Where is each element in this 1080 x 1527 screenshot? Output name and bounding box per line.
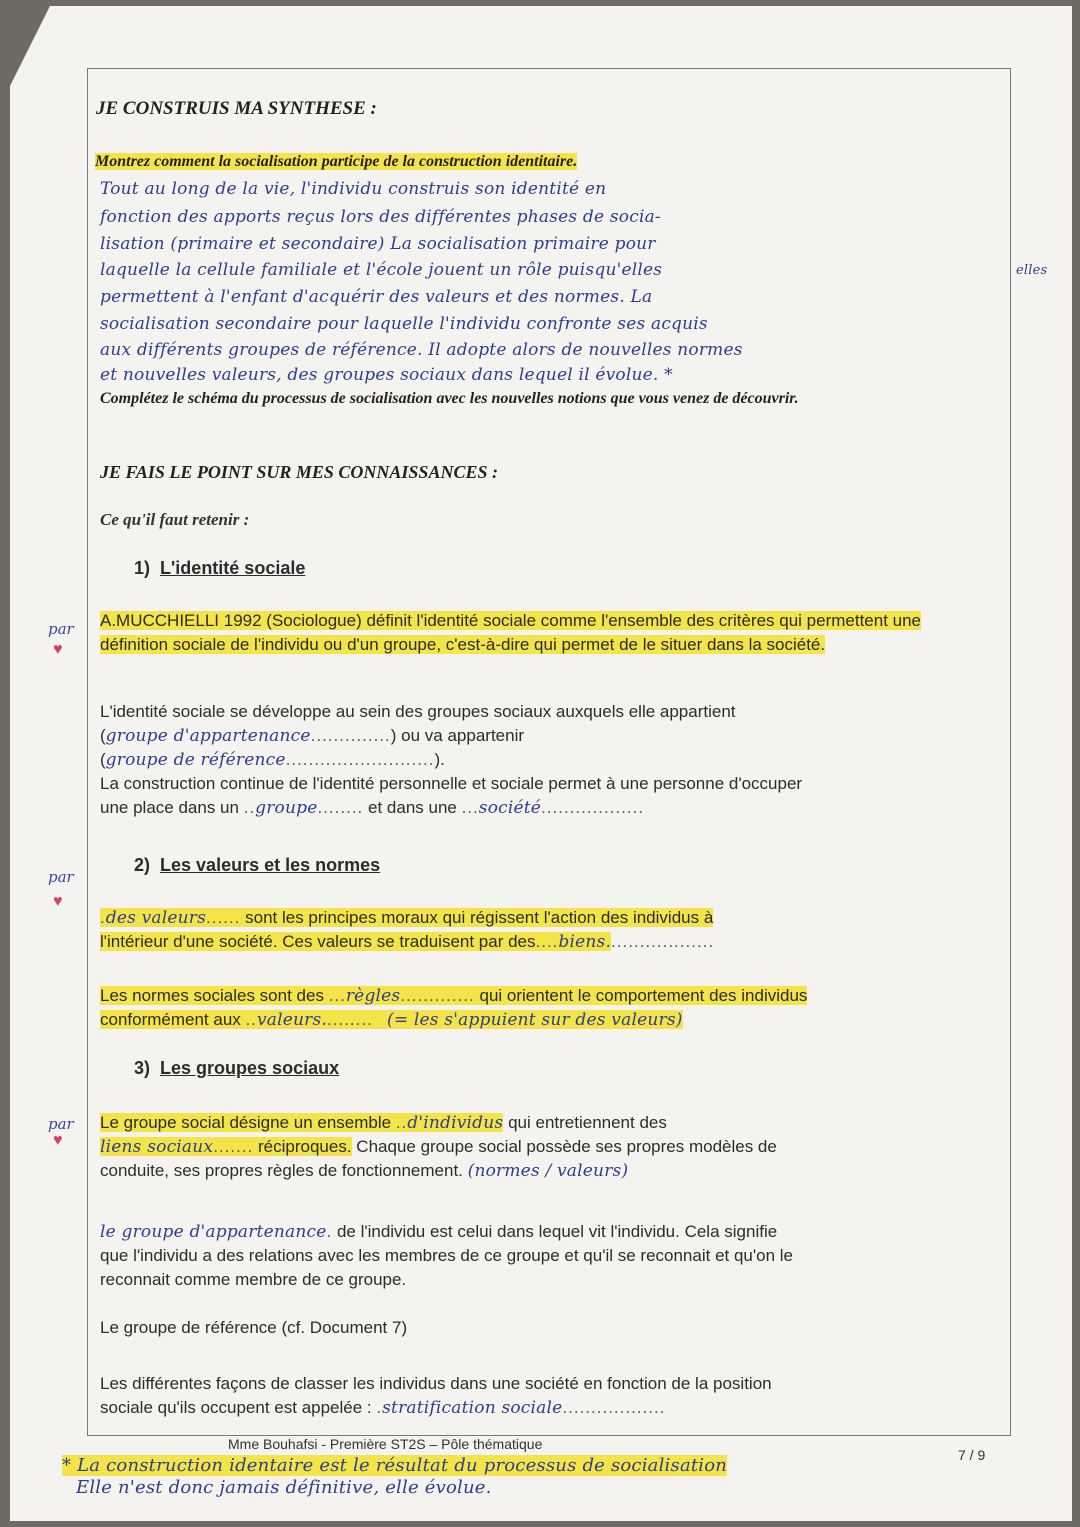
answer-line: permettent à l'enfant d'acquérir des valeurs et des normes. La	[100, 287, 653, 307]
section-1-heading: 1) L'identité sociale	[134, 558, 306, 578]
synthese-instruction: Complétez le schéma du processus de socialisation avec les nouvelles notions que vous venez de découvrir.	[100, 390, 799, 407]
section-2-norms: Les normes sociales sont des ...règles............. qui orientent le comportement des individus conformément aux ..valeurs......... (= les s'appuient sur des valeurs)	[100, 986, 808, 1030]
margin-par-2: par	[48, 868, 74, 886]
heart-icon: ♥	[53, 893, 63, 910]
section-3-reference: Le groupe de référence (cf. Document 7)	[100, 1318, 408, 1337]
answer-line: socialisation secondaire pour laquelle l'individu confronte ses acquis	[100, 314, 708, 334]
answer-line: lisation (primaire et secondaire) La socialisation primaire pour	[100, 234, 656, 254]
margin-par-1: par	[48, 620, 74, 638]
answer-line: laquelle la cellule familiale et l'école jouent un rôle puisqu'elles	[100, 260, 663, 280]
section-3-appartenance: le groupe d'appartenance. de l'individu est celui dans lequel vit l'individu. Cela signifie que l'individu a des relations avec les membres de ce groupe et qu'il se reconnait et qu'on le reconnait comme membre de ce groupe.	[100, 1222, 793, 1289]
section-1-groups: L'identité sociale se développe au sein des groupes sociaux auxquels elle appartient (groupe d'appartenance..............) ou va appartenir (groupe de référence..........................). La construction continue de l'identité personnelle et sociale permet à une personne d'occuper une place dans un ..groupe........ et dans une ...société..................	[100, 702, 803, 818]
fill-groupe[interactable]: groupe	[255, 798, 318, 818]
section-2-heading: 2) Les valeurs et les normes	[134, 855, 381, 875]
note-normes-valeurs: (normes / valeurs)	[467, 1161, 629, 1181]
fill-societe[interactable]: société	[478, 798, 542, 818]
answer-line: et nouvelles valeurs, des groupes sociaux dans lequel il évolue. *	[100, 365, 673, 385]
margin-par-3: par	[48, 1115, 74, 1133]
fill-stratification[interactable]: stratification sociale	[382, 1398, 563, 1418]
fill-liens-sociaux[interactable]: liens sociaux	[100, 1137, 214, 1157]
section-3-stratification: Les différentes façons de classer les individus dans une société en fonction de la position sociale qu'ils occupent est appelée : .stratification sociale..................	[100, 1374, 772, 1418]
answer-line: fonction des apports reçus lors des différentes phases de socia-	[100, 207, 661, 227]
margin-elles: elles	[1016, 263, 1048, 278]
page-number: 7 / 9	[958, 1447, 986, 1463]
synthese-answer	[100, 178, 1015, 388]
fill-groupe-appartenance-2[interactable]: le groupe d'appartenance	[100, 1222, 327, 1242]
fill-valeurs[interactable]: valeurs.	[256, 1010, 328, 1030]
answer-line: Tout au long de la vie, l'individu construis son identité en	[100, 179, 607, 199]
answer-line: aux différents groupes de référence. Il adopte alors de nouvelles normes	[100, 340, 743, 360]
section-1-definition: A.MUCCHIELLI 1992 (Sociologue) définit l'identité sociale comme l'ensemble des critères qui permettent une définition sociale de l'individu ou d'un groupe, c'est-à-dire qui permet de le situer dans la société.	[100, 611, 922, 654]
section-3-groupes: Le groupe social désigne un ensemble ..d'individus qui entretiennent des liens sociaux....... réciproques. Chaque groupe social possède ses propres modèles de conduite, ses propres règles de fonctionnement. (normes / valeurs)	[100, 1113, 777, 1181]
footer-text: Mme Bouhafsi - Première ST2S – Pôle thématique	[228, 1436, 543, 1452]
fill-groupe-appartenance[interactable]: groupe d'appartenance	[105, 726, 311, 746]
point-title: JE FAIS LE POINT SUR MES CONNAISSANCES :	[100, 462, 498, 482]
synthese-question: Montrez comment la socialisation participe de la construction identitaire.	[95, 153, 578, 170]
synthese-title: JE CONSTRUIS MA SYNTHESE :	[96, 98, 377, 119]
fill-individus[interactable]: d'individus	[407, 1113, 504, 1133]
fill-biens[interactable]: biens.	[558, 932, 612, 952]
fill-des-valeurs[interactable]: des valeurs	[105, 908, 207, 928]
heart-icon: ♥	[53, 641, 63, 658]
fill-regles[interactable]: règles	[345, 986, 401, 1006]
bottom-note: * La construction identaire est le résultat du processus de socialisation Elle n'est donc jamais définitive, elle évolue.	[62, 1455, 728, 1498]
fill-groupe-reference[interactable]: groupe de référence	[105, 750, 286, 770]
section-3-heading: 3) Les groupes sociaux	[134, 1058, 340, 1078]
section-2-values: .des valeurs...... sont les principes moraux qui régissent l'action des individus à l'intérieur d'une société. Ces valeurs se traduisent par des....biens...................	[100, 908, 715, 952]
note-valeurs: (= les s'appuient sur des valeurs)	[387, 1010, 683, 1030]
heart-icon: ♥	[53, 1132, 63, 1149]
retenir-label: Ce qu'il faut retenir :	[100, 510, 250, 529]
